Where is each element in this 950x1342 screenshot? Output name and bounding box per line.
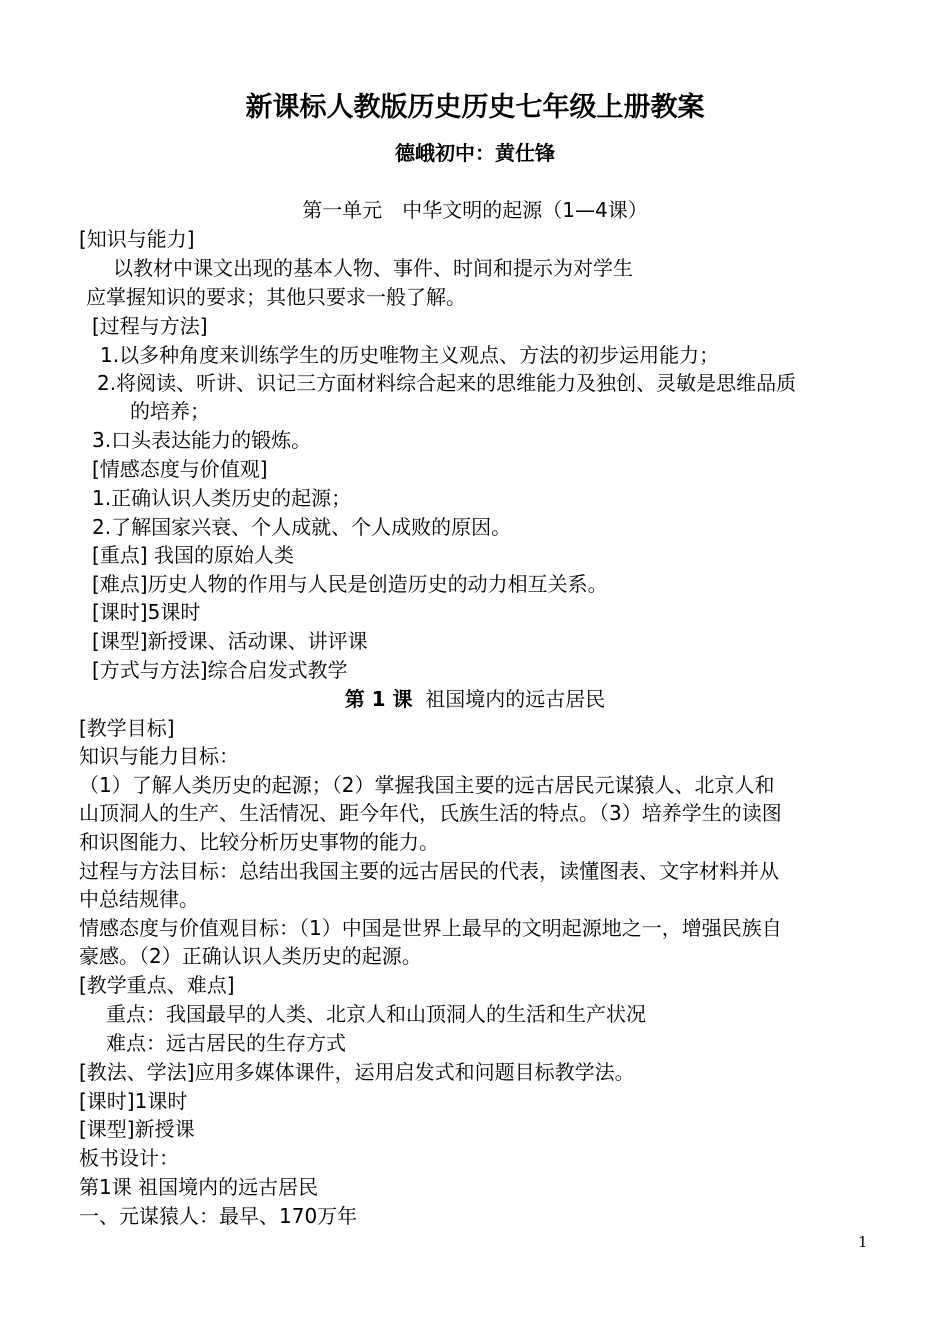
class-hours: [课时]5课时 bbox=[92, 600, 201, 624]
knowledge-goal-3: 和识图能力、比较分析历史事物的能力。 bbox=[79, 830, 439, 854]
emotion-heading: [情感态度与价值观] bbox=[92, 457, 268, 481]
board-title: 第1课 祖国境内的远古居民 bbox=[79, 1175, 319, 1199]
emotion-goal-2: 豪感。（2）正确认识人类历史的起源。 bbox=[79, 944, 422, 968]
lesson-class-type: [课型]新授课 bbox=[79, 1117, 195, 1141]
lesson-methods: [教法、学法]应用多媒体课件，运用启发式和问题目标教学法。 bbox=[79, 1060, 635, 1084]
knowledge-text-1: 以教材中课文出现的基本人物、事件、时间和提示为对学生 bbox=[113, 256, 633, 280]
unit-heading: 第一单元 中华文明的起源（1—4课） bbox=[302, 198, 648, 222]
lesson-number: 第 1 课 bbox=[344, 687, 413, 711]
process-item-2-cont: 的培养； bbox=[130, 399, 210, 423]
emotion-item-1: 1.正确认识人类历史的起源； bbox=[92, 486, 352, 510]
board-item-1: 一、元谋猿人：最早、170万年 bbox=[79, 1204, 358, 1228]
lesson-hours: [课时]1课时 bbox=[79, 1089, 188, 1113]
author-line: 德峨初中：黄仕锋 bbox=[395, 141, 555, 165]
emotion-goal-1: 情感态度与价值观目标：（1）中国是世界上最早的文明起源地之一，增强民族自 bbox=[79, 916, 782, 940]
process-heading: [过程与方法] bbox=[92, 314, 208, 338]
process-item-1: 1.以多种角度来训练学生的历史唯物主义观点、方法的初步运用能力； bbox=[100, 343, 720, 367]
board-design-heading: 板书设计： bbox=[79, 1146, 179, 1170]
lesson-difficulty: 难点：远古居民的生存方式 bbox=[106, 1031, 346, 1055]
emotion-item-2: 2.了解国家兴衰、个人成就、个人成败的原因。 bbox=[92, 515, 512, 539]
process-item-3: 3.口头表达能力的锻炼。 bbox=[92, 428, 312, 452]
lesson-title: 祖国境内的远古居民 bbox=[425, 687, 606, 711]
knowledge-heading: [知识与能力] bbox=[79, 227, 195, 251]
knowledge-goal-heading: 知识与能力目标： bbox=[79, 744, 239, 768]
lesson-type: [课型]新授课、活动课、讲评课 bbox=[92, 629, 368, 653]
process-goal-2: 中总结规律。 bbox=[79, 887, 199, 911]
lesson-heading bbox=[0, 685, 950, 713]
key-difficulty-heading: [教学重点、难点] bbox=[79, 973, 235, 997]
process-item-2: 2.将阅读、听讲、识记三方面材料综合起来的思维能力及独创、灵敏是思维品质 bbox=[97, 371, 797, 395]
page-title: 新课标人教版历史历史七年级上册教案 bbox=[245, 92, 705, 123]
knowledge-goal-2: 山顶洞人的生产、生活情况、距今年代，氏族生活的特点。（3）培养学生的读图 bbox=[79, 801, 782, 825]
page-number: 1 bbox=[858, 1233, 868, 1251]
goals-heading: [教学目标] bbox=[79, 716, 175, 740]
key-point: [重点] 我国的原始人类 bbox=[92, 543, 294, 567]
knowledge-goal-1: （1）了解人类历史的起源；（2）掌握我国主要的远古居民元谋猿人、北京人和 bbox=[79, 773, 775, 797]
teaching-method: [方式与方法]综合启发式教学 bbox=[92, 658, 348, 682]
knowledge-text-2: 应掌握知识的要求；其他只要求一般了解。 bbox=[86, 285, 466, 309]
difficulty: [难点]历史人物的作用与人民是创造历史的动力相互关系。 bbox=[92, 572, 608, 596]
lesson-key-point: 重点：我国最早的人类、北京人和山顶洞人的生活和生产状况 bbox=[106, 1002, 646, 1026]
process-goal-1: 过程与方法目标：总结出我国主要的远古居民的代表，读懂图表、文字材料并从 bbox=[79, 859, 779, 883]
